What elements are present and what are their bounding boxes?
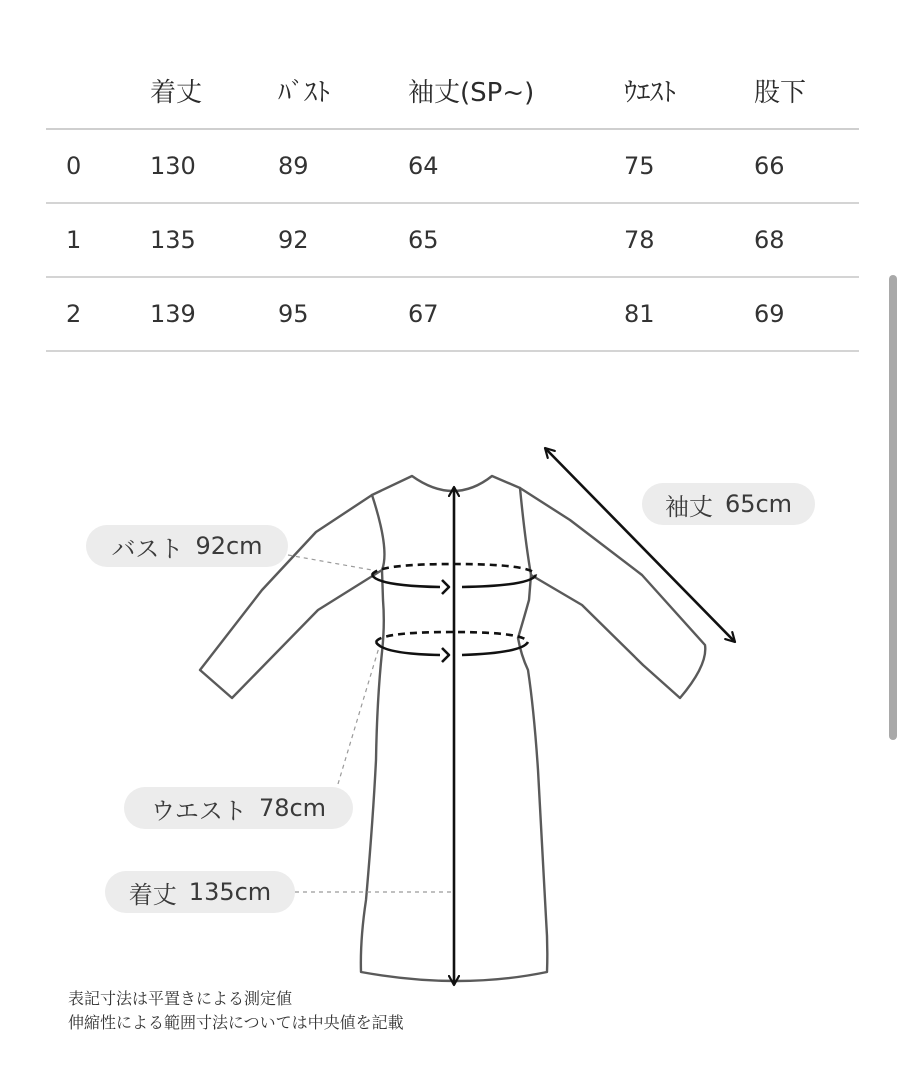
cell-inseam: 66 xyxy=(754,152,785,180)
armhole-left xyxy=(372,495,384,570)
cell-size: 1 xyxy=(66,226,82,254)
cell-length: 139 xyxy=(150,300,196,328)
sleeve-arrow xyxy=(545,448,735,642)
cell-size: 2 xyxy=(66,300,82,328)
length-label-value: 135cm xyxy=(188,878,272,906)
armhole-right xyxy=(520,488,531,575)
note-measurement-method: 表記寸法は平置きによる測定値 xyxy=(68,989,293,1008)
cell-bust: 92 xyxy=(278,226,309,254)
header-length: 着丈 xyxy=(150,77,203,108)
cell-sleeve: 65 xyxy=(408,226,439,254)
waist-label xyxy=(124,787,353,829)
measurement-diagram xyxy=(0,420,905,1020)
table-header-row xyxy=(46,52,859,130)
length-label xyxy=(105,871,295,913)
cell-bust: 89 xyxy=(278,152,309,180)
bust-leader xyxy=(288,555,372,570)
header-bust: ﾊﾞｽﾄ xyxy=(278,77,331,108)
bust-circle-front-right xyxy=(462,575,536,587)
waist-leader xyxy=(338,644,380,784)
size-table xyxy=(46,52,859,352)
bust-label-value: 92cm xyxy=(195,532,263,560)
cell-length: 135 xyxy=(150,226,196,254)
cell-inseam: 69 xyxy=(754,300,785,328)
header-waist: ｳｴｽﾄ xyxy=(624,77,677,108)
sleeve-label-name: 袖丈 xyxy=(664,492,713,521)
waist-arrowhead xyxy=(442,648,449,662)
note-stretch-range: 伸縮性による範囲寸法については中央値を記載 xyxy=(68,1013,404,1032)
header-sleeve: 袖丈(SP~) xyxy=(408,77,535,108)
header-inseam: 股下 xyxy=(754,77,807,108)
waist-circle-front xyxy=(376,642,440,655)
length-label-name: 着丈 xyxy=(128,880,177,909)
table-row xyxy=(46,204,859,278)
cell-length: 130 xyxy=(150,152,196,180)
table-row xyxy=(46,278,859,352)
cell-inseam: 68 xyxy=(754,226,785,254)
sleeve-label-value: 65cm xyxy=(724,490,793,518)
bust-arrowhead xyxy=(442,580,449,594)
cell-waist: 78 xyxy=(624,226,655,254)
cell-sleeve: 67 xyxy=(408,300,439,328)
bust-label-name: バスト xyxy=(111,534,184,563)
cell-bust: 95 xyxy=(278,300,309,328)
waist-label-name: ウエスト xyxy=(150,796,247,825)
waist-circle-back xyxy=(376,632,528,642)
cell-size: 0 xyxy=(66,152,82,180)
sleeve-label xyxy=(642,483,815,525)
cell-waist: 81 xyxy=(624,300,655,328)
bust-label xyxy=(86,525,288,567)
table-row xyxy=(46,130,859,204)
waist-label-value: 78cm xyxy=(258,794,327,822)
cell-waist: 75 xyxy=(624,152,655,180)
cell-sleeve: 64 xyxy=(408,152,439,180)
